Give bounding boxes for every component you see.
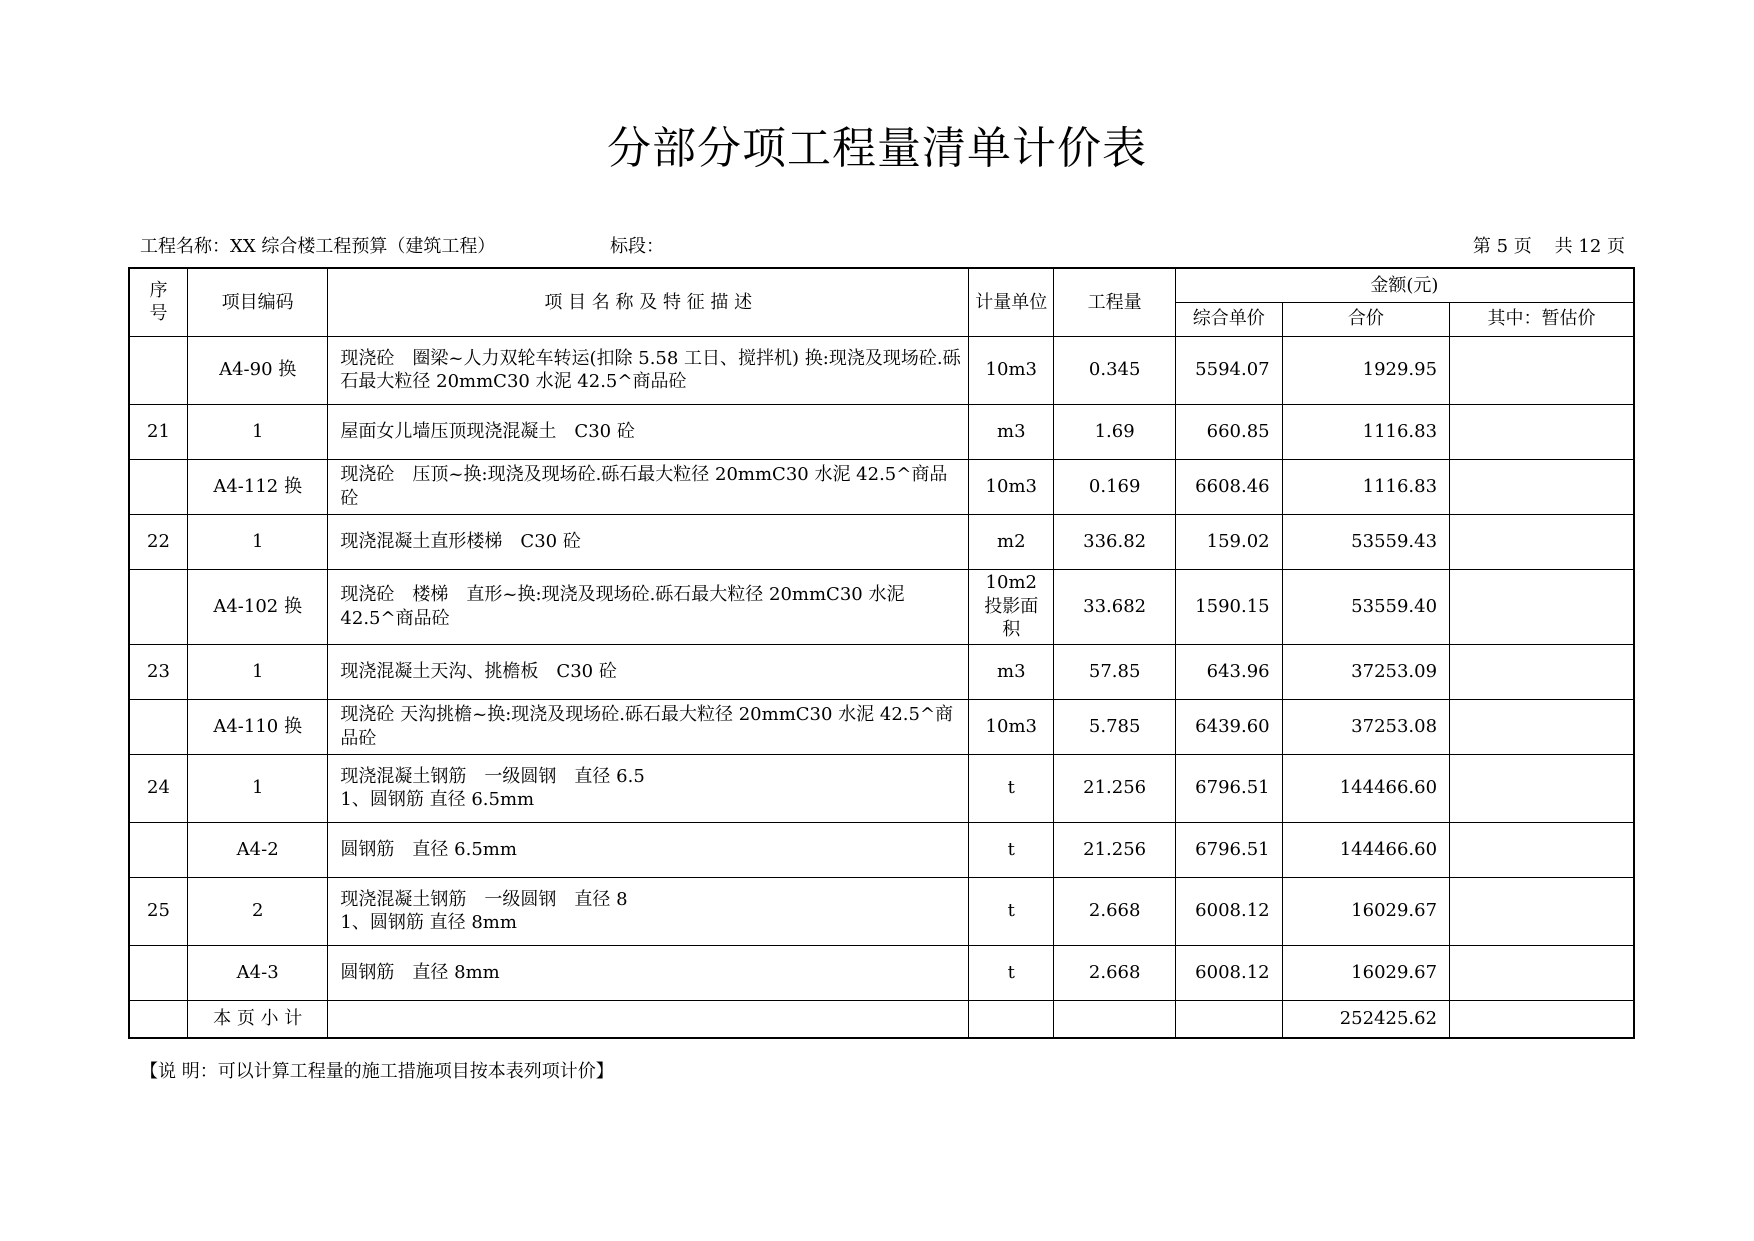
cell-total: 1116.83	[1282, 459, 1449, 514]
cell-desc: 现浇混凝土天沟、挑檐板 C30 砼	[328, 644, 969, 699]
header-provisional: 其中：暂估价	[1450, 302, 1634, 336]
cell-code: A4-110 换	[187, 699, 327, 754]
cell-total: 144466.60	[1282, 754, 1449, 822]
cell-seq: 22	[129, 514, 187, 569]
cell-seq	[129, 822, 187, 877]
cell-unit-price: 6608.46	[1175, 459, 1282, 514]
cell-qty: 1.69	[1054, 404, 1175, 459]
cell-unit-price: 6439.60	[1175, 699, 1282, 754]
cell-provisional	[1450, 945, 1634, 1000]
cell-unit: t	[969, 945, 1054, 1000]
cell-total: 37253.09	[1282, 644, 1449, 699]
cell-provisional	[1450, 569, 1634, 644]
cell-unit-price: 6008.12	[1175, 877, 1282, 945]
cell-unit-price: 643.96	[1175, 644, 1282, 699]
footnote: 【说 明：可以计算工程量的施工措施项目按本表列项计价】	[140, 1061, 614, 1082]
cell-unit: 10m3	[969, 459, 1054, 514]
subtotal-total: 252425.62	[1282, 1000, 1449, 1038]
table-row	[129, 459, 1634, 514]
pricing-table	[128, 267, 1635, 1039]
cell-unit-price: 6796.51	[1175, 822, 1282, 877]
cell-qty: 21.256	[1054, 822, 1175, 877]
table-row	[129, 754, 1634, 822]
cell-desc: 屋面女儿墙压顶现浇混凝土 C30 砼	[328, 404, 969, 459]
page-total: 共 12 页	[1554, 236, 1625, 257]
header-total: 合价	[1282, 302, 1449, 336]
cell-total: 53559.43	[1282, 514, 1449, 569]
table-row	[129, 699, 1634, 754]
cell-unit-price: 6008.12	[1175, 945, 1282, 1000]
cell-provisional	[1450, 822, 1634, 877]
table-row	[129, 822, 1634, 877]
table-row	[129, 514, 1634, 569]
cell-qty: 5.785	[1054, 699, 1175, 754]
cell-provisional	[1450, 754, 1634, 822]
page-title: 分部分项工程量清单计价表	[607, 123, 1147, 174]
cell-unit: m2	[969, 514, 1054, 569]
cell-desc: 现浇砼 压顶~换:现浇及现场砼.砾石最大粒径 20mmC30 水泥 42.5^商品砼	[328, 459, 969, 514]
cell-unit-price: 159.02	[1175, 514, 1282, 569]
table-row	[129, 644, 1634, 699]
cell-code: A4-102 换	[187, 569, 327, 644]
cell-total: 37253.08	[1282, 699, 1449, 754]
table-row	[129, 877, 1634, 945]
cell-seq	[129, 569, 187, 644]
page-indicator	[1473, 232, 1625, 258]
cell-unit: 10m3	[969, 336, 1054, 404]
cell-qty: 2.668	[1054, 877, 1175, 945]
cell-provisional	[1450, 404, 1634, 459]
page-current: 第 5 页	[1472, 236, 1532, 257]
cell-total: 53559.40	[1282, 569, 1449, 644]
cell-seq: 23	[129, 644, 187, 699]
cell-desc: 圆钢筋 直径 8mm	[328, 945, 969, 1000]
header-code: 项目编码	[187, 268, 327, 336]
cell-qty: 2.668	[1054, 945, 1175, 1000]
cell-total: 1116.83	[1282, 404, 1449, 459]
cell-desc: 现浇混凝土直形楼梯 C30 砼	[328, 514, 969, 569]
cell-unit: t	[969, 822, 1054, 877]
cell-unit: m3	[969, 404, 1054, 459]
cell-qty: 57.85	[1054, 644, 1175, 699]
cell-code: 1	[187, 404, 327, 459]
cell-code: 1	[187, 514, 327, 569]
header-seq: 序号	[129, 268, 187, 336]
cell-provisional	[1450, 699, 1634, 754]
table-row	[129, 404, 1634, 459]
header-unit: 计量单位	[969, 268, 1054, 336]
cell-provisional	[1450, 644, 1634, 699]
cell-seq	[129, 459, 187, 514]
cell-unit: 10m2 投影面积	[969, 569, 1054, 644]
cell-total: 1929.95	[1282, 336, 1449, 404]
cell-seq	[129, 336, 187, 404]
subtotal-desc-cell	[328, 1000, 969, 1038]
section-label: 标段：	[610, 236, 664, 257]
cell-qty: 33.682	[1054, 569, 1175, 644]
cell-qty: 336.82	[1054, 514, 1175, 569]
cell-code: 2	[187, 877, 327, 945]
header-qty: 工程量	[1054, 268, 1175, 336]
cell-unit-price: 5594.07	[1175, 336, 1282, 404]
cell-total: 144466.60	[1282, 822, 1449, 877]
cell-unit: t	[969, 877, 1054, 945]
cell-provisional	[1450, 877, 1634, 945]
cell-desc: 现浇砼 天沟挑檐~换:现浇及现场砼.砾石最大粒径 20mmC30 水泥 42.5^商品砼	[328, 699, 969, 754]
cell-unit: 10m3	[969, 699, 1054, 754]
subtotal-qty-cell	[1054, 1000, 1175, 1038]
cell-code: A4-3	[187, 945, 327, 1000]
subtotal-row	[129, 1000, 1634, 1038]
subtotal-seq-cell	[129, 1000, 187, 1038]
subtotal-label: 本 页 小 计	[187, 1000, 327, 1038]
cell-code: A4-2	[187, 822, 327, 877]
cell-code: A4-90 换	[187, 336, 327, 404]
cell-qty: 21.256	[1054, 754, 1175, 822]
cell-provisional	[1450, 336, 1634, 404]
cell-desc: 现浇砼 楼梯 直形~换:现浇及现场砼.砾石最大粒径 20mmC30 水泥 42.5^商品砼	[328, 569, 969, 644]
cell-seq: 24	[129, 754, 187, 822]
cell-seq: 21	[129, 404, 187, 459]
header-unit-price: 综合单价	[1175, 302, 1282, 336]
table-row	[129, 336, 1634, 404]
cell-unit-price: 1590.15	[1175, 569, 1282, 644]
cell-unit: m3	[969, 644, 1054, 699]
cell-desc: 现浇混凝土钢筋 一级圆钢 直径 8 1、圆钢筋 直径 8mm	[328, 877, 969, 945]
cell-desc: 现浇砼 圈梁~人力双轮车转运(扣除 5.58 工日、搅拌机) 换:现浇及现场砼.砾石最大粒径 20mmC30 水泥 42.5^商品砼	[328, 336, 969, 404]
cell-unit: t	[969, 754, 1054, 822]
header-amount-group: 金额(元)	[1175, 268, 1634, 302]
cell-seq	[129, 945, 187, 1000]
header-desc: 项 目 名 称 及 特 征 描 述	[328, 268, 969, 336]
subtotal-price-cell	[1175, 1000, 1282, 1038]
cell-seq: 25	[129, 877, 187, 945]
cell-provisional	[1450, 459, 1634, 514]
cell-seq	[129, 699, 187, 754]
cell-code: A4-112 换	[187, 459, 327, 514]
cell-desc: 现浇混凝土钢筋 一级圆钢 直径 6.5 1、圆钢筋 直径 6.5mm	[328, 754, 969, 822]
cell-total: 16029.67	[1282, 877, 1449, 945]
subtotal-unit-cell	[969, 1000, 1054, 1038]
cell-code: 1	[187, 754, 327, 822]
cell-desc: 圆钢筋 直径 6.5mm	[328, 822, 969, 877]
project-name: 工程名称：XX 综合楼工程预算（建筑工程）	[140, 236, 496, 257]
cell-qty: 0.169	[1054, 459, 1175, 514]
cell-unit-price: 660.85	[1175, 404, 1282, 459]
table-row	[129, 945, 1634, 1000]
cell-total: 16029.67	[1282, 945, 1449, 1000]
table-row	[129, 569, 1634, 644]
cell-unit-price: 6796.51	[1175, 754, 1282, 822]
subtotal-provisional-cell	[1450, 1000, 1634, 1038]
cell-code: 1	[187, 644, 327, 699]
cell-qty: 0.345	[1054, 336, 1175, 404]
cell-provisional	[1450, 514, 1634, 569]
table-body	[129, 336, 1634, 1000]
